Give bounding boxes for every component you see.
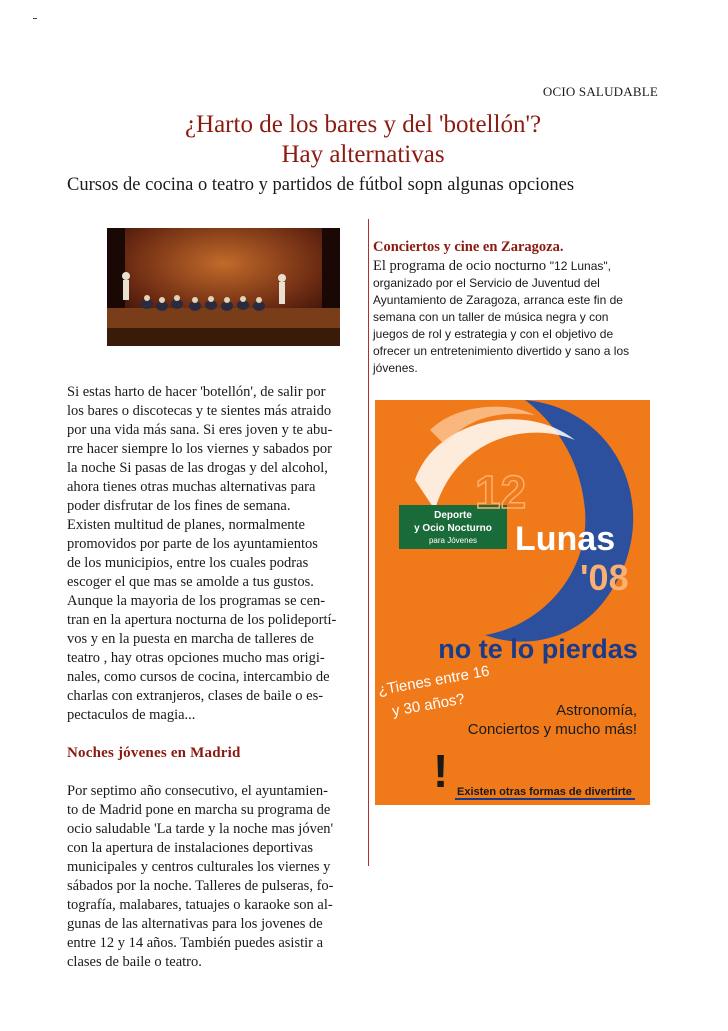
poster-brand-lunas: Lunas bbox=[515, 520, 616, 558]
zaragoza-body-line: jóvenes. bbox=[373, 361, 418, 375]
zaragoza-lead-serif: El programa de ocio nocturno bbox=[373, 258, 550, 274]
intro-line: por una vida más sana. Si eres joven y te abu- bbox=[67, 422, 333, 438]
intro-line: charlas con extranjeros, clases de baile o es- bbox=[67, 688, 324, 704]
poster-age-line-2: y 30 años? bbox=[390, 690, 466, 720]
intro-line: Existen multitud de planes, normalmente bbox=[67, 517, 305, 533]
poster-badge-line-3: para Jóvenes bbox=[428, 536, 478, 545]
zaragoza-lead bbox=[373, 257, 658, 275]
intro-line: los bares o discotecas y te sientes más atraido bbox=[67, 403, 332, 419]
poster-exclaim: ! bbox=[433, 745, 449, 797]
zaragoza-body-line: semana con un taller de música negra y con bbox=[373, 310, 609, 324]
poster-offer-line-2: Conciertos y mucho más! bbox=[467, 721, 637, 738]
intro-line: vos y en la puesta en marcha de talleres de bbox=[67, 631, 314, 647]
stage-photo bbox=[107, 228, 340, 346]
intro-line: ahora tienes otras muchas alternativas para bbox=[67, 479, 316, 495]
poster-illustration bbox=[375, 400, 650, 805]
madrid-line: sábados por la noche. Talleres de pulseras, fo- bbox=[67, 878, 334, 894]
poster-brand-12: 12 bbox=[475, 466, 527, 518]
stage-photo-illustration bbox=[107, 228, 340, 346]
zaragoza-body-line: Ayuntamiento de Zaragoza, arranca este fin de bbox=[373, 293, 623, 307]
headline-line-2: Hay alternativas bbox=[281, 141, 445, 168]
madrid-line: ocio saludable 'La tarde y la noche mas jóven' bbox=[67, 821, 334, 837]
poster-badge-line-2: y Ocio Nocturno bbox=[414, 523, 492, 534]
poster-badge-line-1: Deporte bbox=[434, 510, 472, 521]
corner-mark bbox=[33, 18, 37, 19]
poster-offer-line-1: Astronomía, bbox=[556, 702, 637, 719]
madrid-line: clases de baile o teatro. bbox=[67, 954, 202, 970]
left-column bbox=[67, 383, 365, 972]
intro-line: Aunque la mayoria de los programas se cen- bbox=[67, 593, 326, 609]
lunas-poster bbox=[375, 400, 650, 805]
intro-line: nales, como cursos de cocina, intercambio de bbox=[67, 669, 330, 685]
intro-line: pectaculos de magia... bbox=[67, 707, 196, 723]
zaragoza-body-line: organizado por el Servicio de Juventud del bbox=[373, 276, 600, 290]
intro-line: promovidos por parte de los ayuntamientos bbox=[67, 536, 318, 552]
madrid-line: municipales y centros culturales los viernes y bbox=[67, 859, 331, 875]
zaragoza-lead-sans: "12 Lunas", bbox=[549, 259, 611, 273]
intro-line: tran en la apertura nocturna de los polideportí- bbox=[67, 612, 337, 628]
madrid-line: gunas de las alternativas para los jovenes de bbox=[67, 916, 323, 932]
poster-brand-08: '08 bbox=[580, 557, 629, 598]
zaragoza-body-line: ofrecer un entretenimiento divertido y sano a los bbox=[373, 344, 630, 358]
madrid-line: Por septimo año consecutivo, el ayuntamien- bbox=[67, 783, 328, 799]
madrid-line: entre 12 y 14 años. También puedes asistir a bbox=[67, 935, 324, 951]
intro-line: poder disfrutar de los fines de semana. bbox=[67, 498, 291, 514]
intro-line: Si estas harto de hacer 'botellón', de salir por bbox=[67, 384, 326, 400]
poster-footer: Existen otras formas de divertirte bbox=[457, 786, 632, 798]
zaragoza-body-line: juegos de rol y estrategia y con el objetivo de bbox=[373, 327, 614, 341]
madrid-line: tografía, malabares, tatuajes o karaoke son al- bbox=[67, 897, 333, 913]
headline bbox=[60, 110, 666, 170]
madrid-title: Noches jóvenes en Madrid bbox=[67, 745, 241, 761]
section-label: OCIO SALUDABLE bbox=[542, 84, 658, 99]
column-divider bbox=[368, 219, 369, 866]
poster-age-line-1: ¿Tienes entre 16 bbox=[376, 662, 491, 699]
zaragoza-column bbox=[373, 238, 658, 377]
intro-line: escoger el que mas se amolde a tus gustos. bbox=[67, 574, 314, 590]
intro-line: teatro , hay otras opciones mucho mas origi- bbox=[67, 650, 325, 666]
poster-slogan: no te lo pierdas bbox=[438, 634, 638, 664]
madrid-line: con la apertura de instalaciones deportivas bbox=[67, 840, 313, 856]
intro-line: rre hacer siempre lo los viernes y sabados por bbox=[67, 441, 332, 457]
intro-line: de los municipios, entre los cuales podras bbox=[67, 555, 309, 571]
intro-line: la noche Si pasas de las drogas y del alcohol, bbox=[67, 460, 328, 476]
zaragoza-title: Conciertos y cine en Zaragoza. bbox=[373, 239, 564, 255]
headline-line-1: ¿Harto de los bares y del 'botellón'? bbox=[184, 111, 542, 138]
subheadline: Cursos de cocina o teatro y partidos de fútbol sopn algunas opciones bbox=[67, 175, 575, 195]
madrid-line: to de Madrid pone en marcha su programa de bbox=[67, 802, 331, 818]
